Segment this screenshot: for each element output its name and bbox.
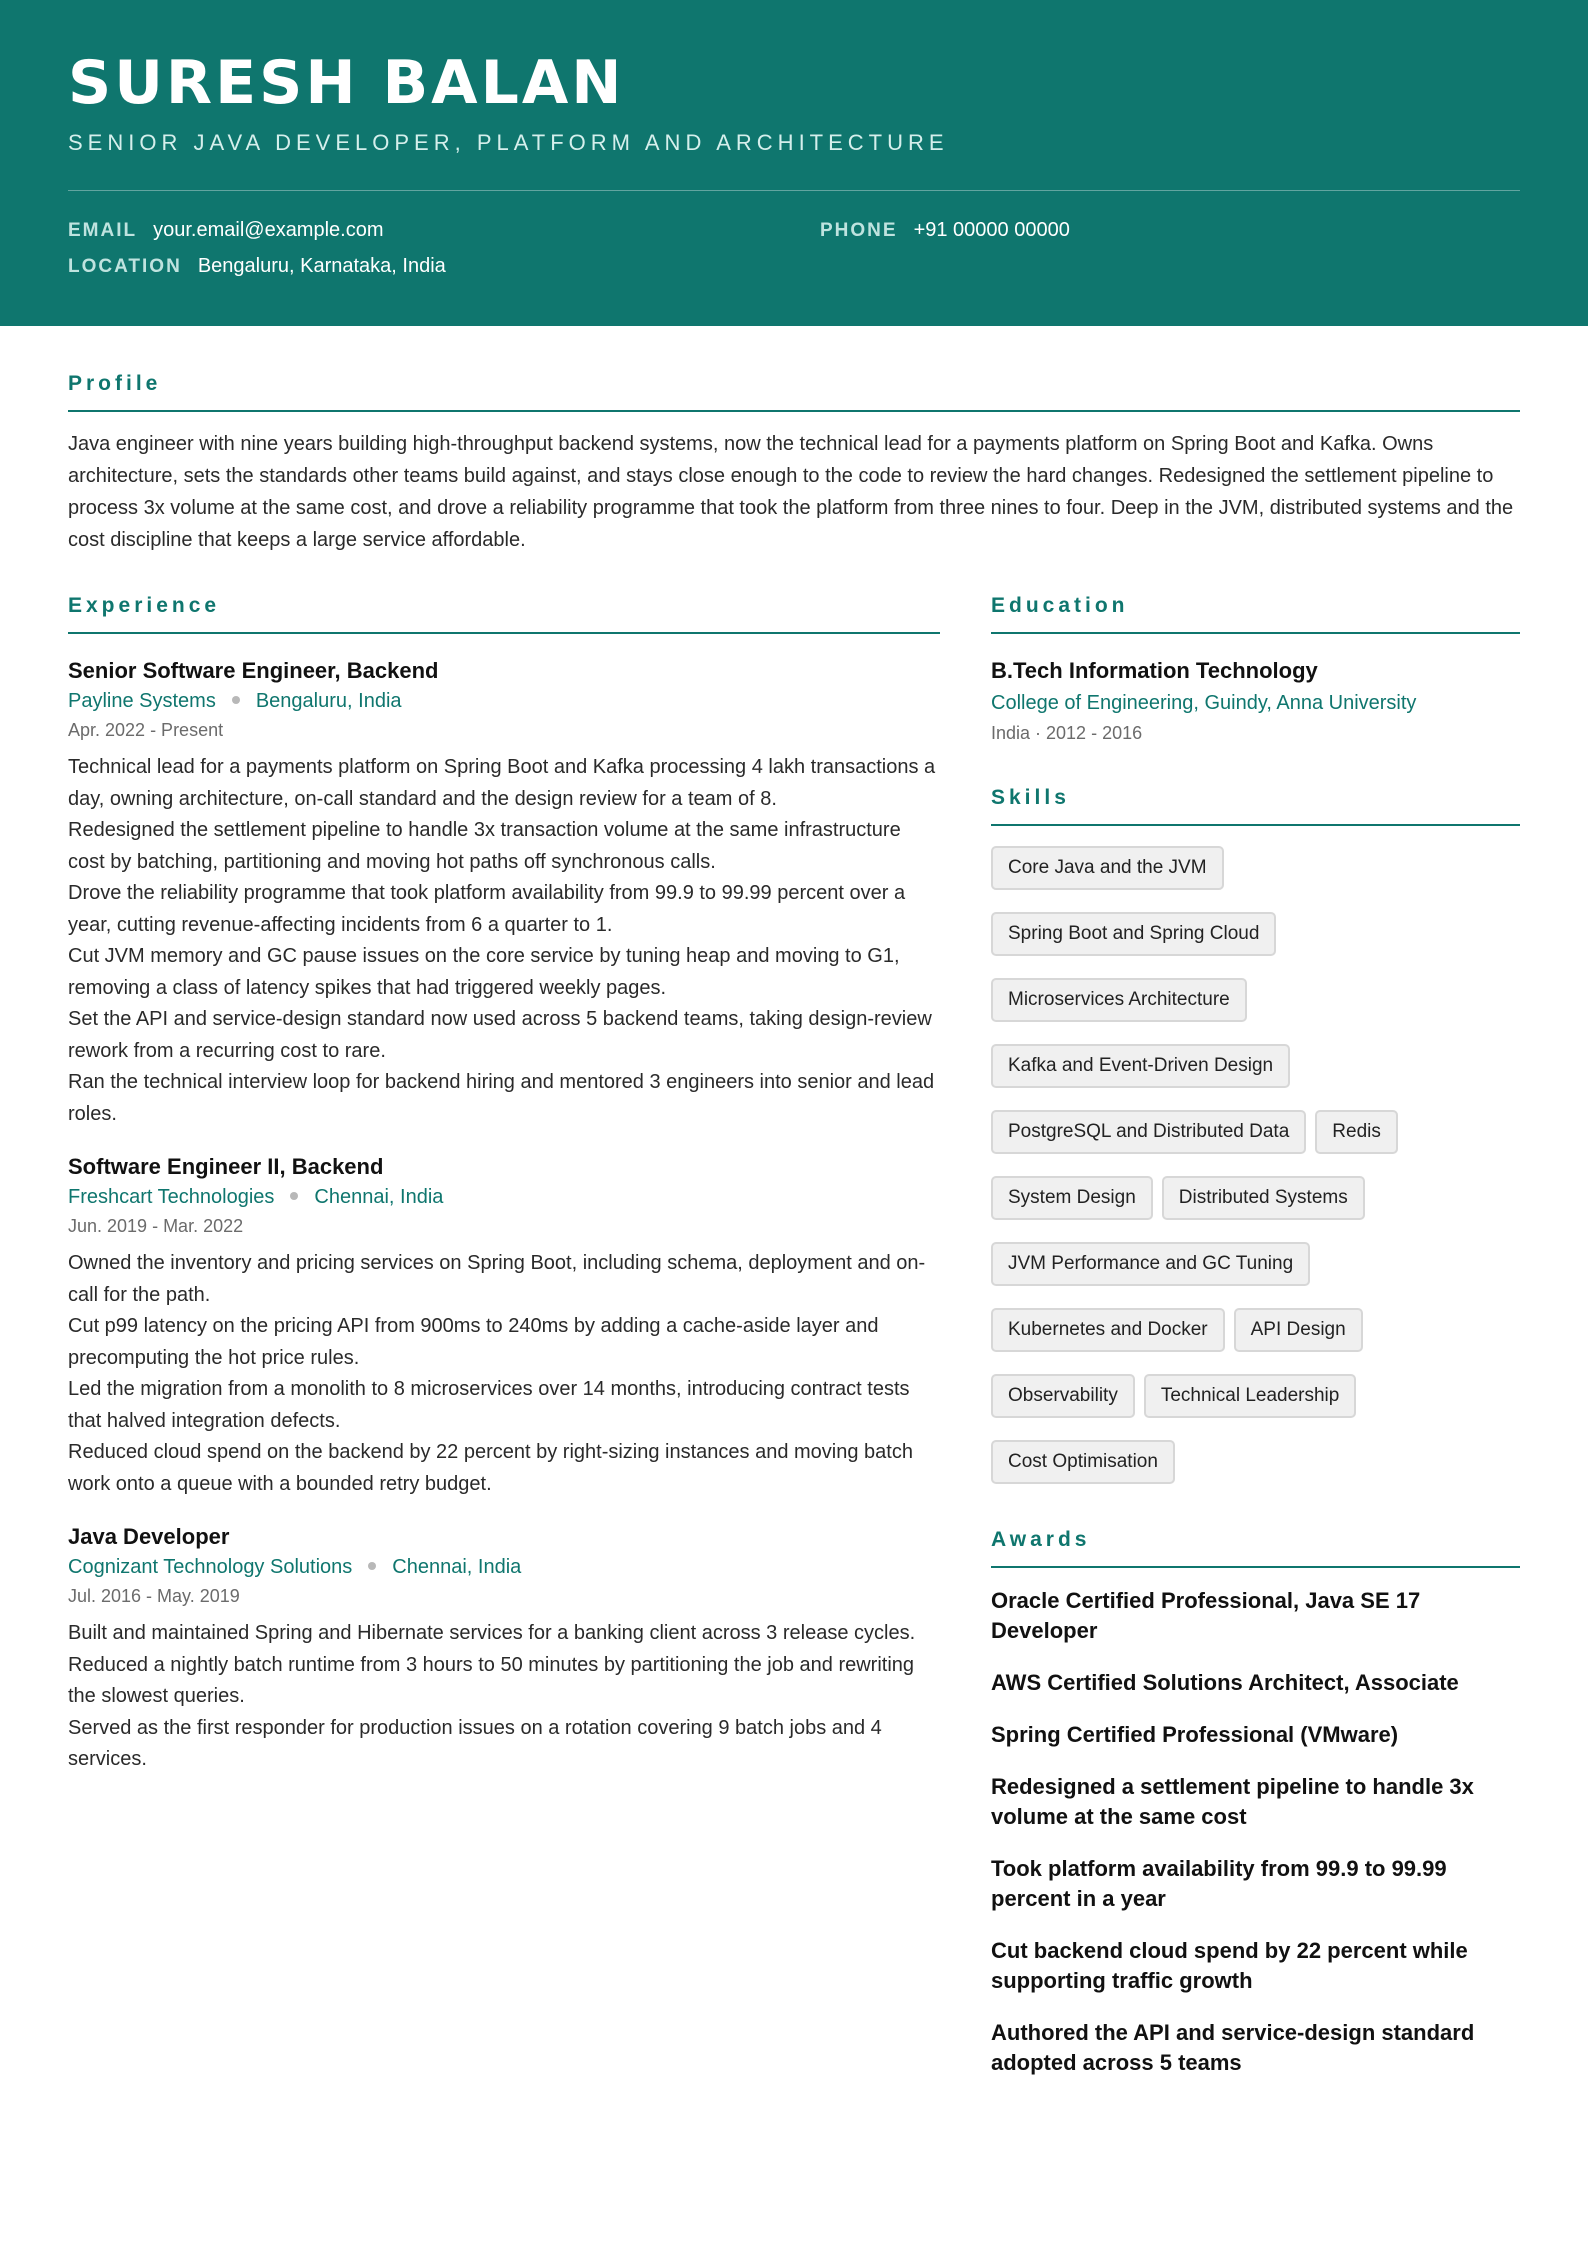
job-bullet: Owned the inventory and pricing services on Spring Boot, including schema, deployment and on-call for the path. bbox=[68, 1252, 926, 1306]
job-bullets bbox=[68, 1618, 940, 1776]
job-title: Java Developer bbox=[68, 1524, 230, 1549]
job-entry bbox=[68, 1152, 940, 1500]
job-org-line bbox=[68, 686, 940, 716]
job-bullet: Ran the technical interview loop for backend hiring and mentored 3 engineers into senior and lead roles. bbox=[68, 1071, 935, 1125]
award-item: Oracle Certified Professional, Java SE 17 Developer bbox=[991, 1588, 1421, 1643]
location-value: Bengaluru, Karnataka, India bbox=[197, 255, 446, 277]
skill-chip: Kafka and Event-Driven Design bbox=[991, 1044, 1290, 1088]
job-bullet: Cut p99 latency on the pricing API from 900ms to 240ms by adding a cache-aside layer and precomputing the hot price rules. bbox=[68, 1315, 879, 1369]
job-bullets bbox=[68, 1248, 940, 1500]
award-item: Cut backend cloud spend by 22 percent while supporting traffic growth bbox=[991, 1938, 1468, 1993]
candidate-name: SURESH BALAN bbox=[68, 48, 625, 118]
job-entry bbox=[68, 656, 940, 1130]
job-company: Cognizant Technology Solutions bbox=[68, 1556, 353, 1578]
skill-chips bbox=[991, 846, 1520, 1484]
job-location: Chennai, India bbox=[314, 1186, 444, 1208]
awards-section bbox=[991, 1528, 1520, 2078]
job-title: Software Engineer II, Backend bbox=[68, 1154, 384, 1179]
education-section bbox=[991, 594, 1520, 746]
job-bullet: Led the migration from a monolith to 8 microservices over 14 months, introducing contract tests that halved integration defects. bbox=[68, 1378, 910, 1432]
sidebar-column bbox=[991, 594, 1520, 2100]
skill-chip: Cost Optimisation bbox=[991, 1440, 1175, 1484]
resume-header bbox=[0, 0, 1588, 326]
skill-chip: Core Java and the JVM bbox=[991, 846, 1224, 890]
section-heading-skills: Skills bbox=[991, 786, 1520, 826]
section-heading-education: Education bbox=[991, 594, 1520, 634]
job-title: Senior Software Engineer, Backend bbox=[68, 658, 439, 683]
contact-location bbox=[68, 254, 446, 279]
experience-section bbox=[68, 594, 940, 1776]
job-location: Bengaluru, India bbox=[255, 690, 402, 712]
job-bullets bbox=[68, 752, 940, 1130]
job-company: Payline Systems bbox=[68, 690, 216, 712]
job-bullet: Drove the reliability programme that took platform availability from 99.9 to 99.99 percent over a year, cutting revenue-affecting incidents from 6 a quarter to 1. bbox=[68, 882, 906, 936]
separator-dot-icon bbox=[232, 696, 240, 704]
email-value[interactable]: your.email@example.com bbox=[153, 219, 384, 241]
skill-chip: Spring Boot and Spring Cloud bbox=[991, 912, 1276, 956]
skill-chip: Microservices Architecture bbox=[991, 978, 1247, 1022]
job-org-line bbox=[68, 1552, 940, 1582]
candidate-title: SENIOR JAVA DEVELOPER, PLATFORM AND ARCHITECTURE bbox=[68, 130, 949, 155]
award-item: Spring Certified Professional (VMware) bbox=[991, 1722, 1399, 1747]
job-dates: Jul. 2016 - May. 2019 bbox=[68, 1586, 240, 1606]
contact-phone bbox=[820, 218, 1070, 243]
skill-chip: JVM Performance and GC Tuning bbox=[991, 1242, 1310, 1286]
education-degree: B.Tech Information Technology bbox=[991, 658, 1318, 683]
skill-chip: PostgreSQL and Distributed Data bbox=[991, 1110, 1306, 1154]
job-bullet: Set the API and service-design standard now used across 5 backend teams, taking design-review rework from a recurring cost to rare. bbox=[68, 1008, 932, 1062]
phone-label: PHONE bbox=[820, 220, 898, 241]
profile-summary: Java engineer with nine years building high-throughput backend systems, now the technical lead for a payments platform on Spring Boot and Kafka. Owns architecture, sets the standards other teams build against, and stays close enough to the code to review the hard changes. Redesigned the settlement pipeline to process 3x volume at the same cost, and drove a reliability programme that took the platform from three nines to four. Deep in the JVM, distributed systems and the cost discipline that keeps a large service affordable. bbox=[68, 433, 1514, 551]
award-item: AWS Certified Solutions Architect, Associate bbox=[991, 1670, 1459, 1695]
section-heading-awards: Awards bbox=[991, 1528, 1520, 1568]
section-heading-experience: Experience bbox=[68, 594, 940, 634]
location-label: LOCATION bbox=[68, 256, 182, 277]
job-bullet: Redesigned the settlement pipeline to handle 3x transaction volume at the same infrastructure cost by batching, partitioning and moving hot paths off synchronous calls. bbox=[68, 819, 901, 873]
job-bullet: Cut JVM memory and GC pause issues on the core service by tuning heap and moving to G1, removing a class of latency spikes that had triggered weekly pages. bbox=[68, 945, 900, 999]
skills-section bbox=[991, 786, 1520, 1484]
job-dates: Jun. 2019 - Mar. 2022 bbox=[68, 1216, 244, 1236]
email-label: EMAIL bbox=[68, 220, 138, 241]
job-location: Chennai, India bbox=[392, 1556, 522, 1578]
phone-value[interactable]: +91 00000 00000 bbox=[913, 219, 1070, 241]
skill-chip: Observability bbox=[991, 1374, 1135, 1418]
job-org-line bbox=[68, 1182, 940, 1212]
awards-list bbox=[991, 1586, 1520, 2078]
skill-chip: API Design bbox=[1234, 1308, 1363, 1352]
job-bullet: Served as the first responder for production issues on a rotation covering 9 batch jobs and 4 services. bbox=[68, 1716, 882, 1770]
education-school: College of Engineering, Guindy, Anna University bbox=[991, 692, 1417, 714]
job-bullet: Technical lead for a payments platform on Spring Boot and Kafka processing 4 lakh transactions a day, owning architecture, on-call standard and the design review for a team of 8. bbox=[68, 756, 936, 810]
separator-dot-icon bbox=[368, 1562, 376, 1570]
skill-chip: System Design bbox=[991, 1176, 1153, 1220]
job-bullet: Built and maintained Spring and Hibernate services for a banking client across 3 release cycles. bbox=[68, 1622, 916, 1644]
award-item: Authored the API and service-design standard adopted across 5 teams bbox=[991, 2020, 1475, 2075]
section-heading-profile: Profile bbox=[68, 372, 1520, 412]
education-meta: India · 2012 - 2016 bbox=[991, 723, 1143, 743]
skill-chip: Redis bbox=[1315, 1110, 1398, 1154]
job-company: Freshcart Technologies bbox=[68, 1186, 275, 1208]
header-divider bbox=[68, 190, 1520, 191]
skill-chip: Kubernetes and Docker bbox=[991, 1308, 1225, 1352]
contact-email bbox=[68, 218, 384, 243]
job-entry bbox=[68, 1522, 940, 1776]
separator-dot-icon bbox=[290, 1192, 298, 1200]
job-bullet: Reduced cloud spend on the backend by 22 percent by right-sizing instances and moving batch work onto a queue with a bounded retry budget. bbox=[68, 1441, 913, 1495]
job-dates: Apr. 2022 - Present bbox=[68, 720, 224, 740]
education-entry bbox=[991, 656, 1520, 746]
skill-chip: Technical Leadership bbox=[1144, 1374, 1357, 1418]
skill-chip: Distributed Systems bbox=[1162, 1176, 1365, 1220]
award-item: Redesigned a settlement pipeline to handle 3x volume at the same cost bbox=[991, 1774, 1474, 1829]
job-bullet: Reduced a nightly batch runtime from 3 hours to 50 minutes by partitioning the job and rewriting the slowest queries. bbox=[68, 1653, 915, 1707]
profile-section bbox=[68, 372, 1520, 556]
award-item: Took platform availability from 99.9 to 99.99 percent in a year bbox=[991, 1856, 1447, 1911]
